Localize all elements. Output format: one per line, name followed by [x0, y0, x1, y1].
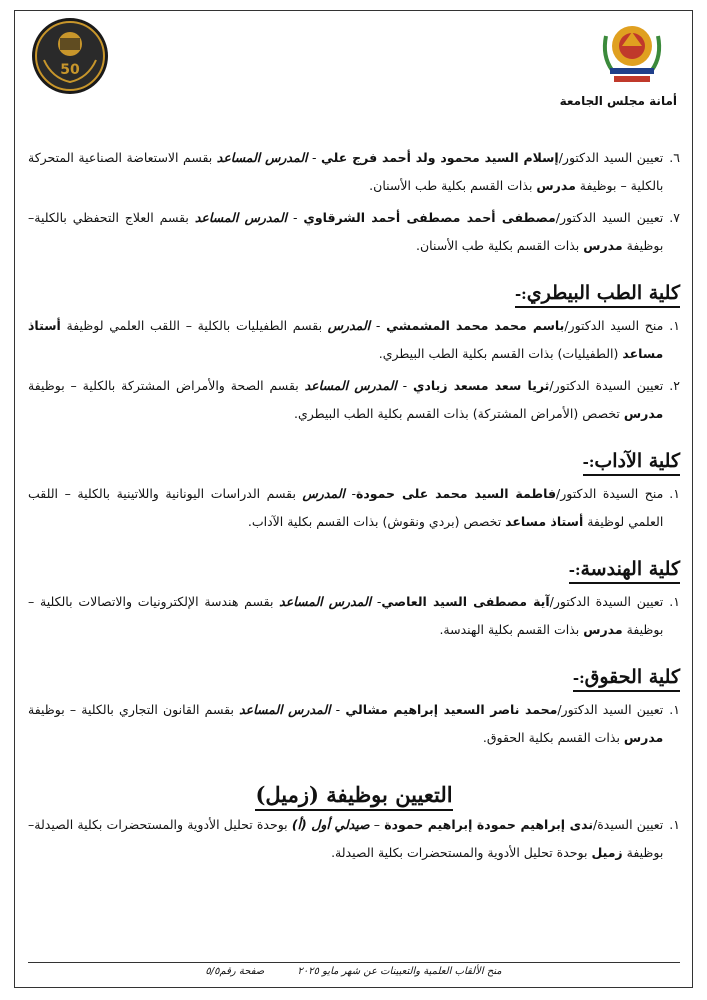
footer-divider [28, 962, 680, 963]
item-tail: تخصص (بردي ونقوش) بذات القسم بكلية الآداب. [247, 514, 506, 529]
faculty-section [28, 666, 680, 752]
mansoura-university-logo-icon [598, 16, 666, 88]
section-title-text: كلية الآداب [594, 450, 680, 472]
current-role: المدرس المساعد [279, 594, 372, 609]
council-label: أمانة مجلس الجامعة [559, 94, 677, 108]
item-separator: - [307, 150, 322, 165]
item-tail: تخصص (الأمراض المشتركة) بذات القسم بكلية الطب البيطري. [293, 406, 624, 421]
list-item [28, 312, 680, 368]
section-title-suffix: :- [572, 669, 585, 687]
item-tail: بوحدة تحليل الأدوية والمستحضرات بكلية الصيدلة. [331, 845, 592, 860]
item-text [28, 372, 663, 428]
item-number: ٢. [669, 378, 680, 393]
section-title-suffix: :- [568, 561, 581, 579]
list-item [28, 588, 680, 644]
list-item [28, 372, 680, 428]
section-title [573, 666, 680, 692]
current-role: المدرس [302, 486, 345, 501]
item-text [28, 696, 663, 752]
new-position: مدرس [536, 178, 576, 193]
person-name: باسم محمد محمد المشمشي [386, 318, 565, 333]
item-number: ١. [669, 486, 680, 501]
section-title-suffix: :- [582, 453, 595, 471]
person-name: إسلام السيد محمود ولد أحمد فرج علي [321, 150, 559, 165]
item-number: ١. [669, 318, 680, 333]
section-title [515, 282, 680, 308]
item-number: ١. [669, 594, 680, 609]
item-text [28, 204, 663, 260]
item-prefix: تعيين السيد الدكتور/ [555, 210, 664, 225]
item-tail: بذات القسم بكلية الهندسة. [439, 622, 584, 637]
item-text [28, 312, 663, 368]
person-name: مصطفى أحمد مصطفى أحمد الشرقاوي [303, 210, 556, 225]
item-number: ٦. [669, 150, 680, 165]
item-department: بقسم الصحة والأمراض المشتركة بالكلية – بوظيفة [28, 378, 305, 393]
item-department: بقسم هندسة الإلكترونيات والاتصالات بالكلية – بوظيفة [28, 594, 664, 637]
item-prefix: تعيين السيدة الدكتور/ [549, 594, 664, 609]
footer-text: منح الألقاب العلمية والتعيينات عن شهر مايو ٢٠٢٥ [297, 966, 502, 977]
list-item [28, 811, 680, 867]
new-position: مدرس [623, 730, 664, 745]
person-name: محمد ناصر السعيد إبراهيم مشالي [345, 702, 558, 717]
fellow-title-wrap [28, 782, 680, 807]
page-footer [0, 966, 707, 977]
svg-text:50: 50 [60, 62, 80, 78]
list-item [28, 144, 680, 200]
item-prefix: تعيين السيدة/ [593, 817, 664, 832]
golden-jubilee-logo-icon [30, 16, 110, 96]
item-department: بوحدة تحليل الأدوية والمستحضرات بكلية الصيدلة– بوظيفة [28, 817, 664, 860]
section-title-text: كلية الطب البيطري [526, 282, 680, 304]
person-name: فاطمة السيد محمد على حمودة [355, 486, 557, 501]
item-text [28, 144, 663, 200]
person-name: آية مصطفى السيد العاصي [381, 594, 550, 609]
item-tail: (الطفيليات) بذات القسم بكلية الطب البيطري. [378, 346, 623, 361]
item-prefix: تعيين السيد الدكتور/ [558, 150, 664, 165]
item-tail: بذات القسم بكلية طب الأسنان. [415, 238, 584, 253]
fellow-items [28, 811, 680, 867]
section-title [569, 558, 680, 584]
faculty-section [28, 450, 680, 536]
item-separator: – [369, 817, 385, 832]
item-department: بقسم الطفيليات بالكلية – اللقب العلمي لوظيفة [60, 318, 328, 333]
item-department: بقسم العلاج التحفظي بالكلية– بوظيفة [28, 210, 664, 253]
item-text [28, 480, 663, 536]
page-number: صفحة رقم٥/٥ [205, 966, 265, 977]
current-role: المدرس المساعد [304, 378, 397, 393]
document-body [28, 140, 680, 867]
new-position: مدرس [623, 406, 664, 421]
item-separator: - [287, 210, 304, 225]
section-title [583, 450, 680, 476]
current-role: المدرس المساعد [239, 702, 331, 717]
item-department: بقسم الدراسات اليونانية واللاتينية بالكلية – اللقب العلمي لوظيفة [28, 486, 664, 529]
item-department: بقسم الاستعاضة الصناعية المتحركة بالكلية – بوظيفة [28, 150, 664, 193]
current-role: صيدلي أول (أ) [291, 817, 370, 832]
fellow-section-title: التعيين بوظيفة (زميل) [255, 782, 452, 811]
item-tail: بذات القسم بكلية الحقوق. [482, 730, 624, 745]
list-item [28, 696, 680, 752]
current-role: المدرس المساعد [216, 150, 308, 165]
faculty-section [28, 282, 680, 428]
page-header [0, 0, 707, 120]
new-position: زميل [591, 845, 623, 860]
faculty-sections [28, 282, 680, 752]
item-department: بقسم القانون التجاري بالكلية – بوظيفة [28, 702, 240, 717]
item-separator: - [396, 378, 413, 393]
item-prefix: تعيين السيدة الدكتور/ [549, 378, 664, 393]
item-separator: - [371, 594, 382, 609]
faculty-section [28, 558, 680, 644]
item-number: ٧. [669, 210, 680, 225]
section-title-text: كلية الهندسة [580, 558, 680, 580]
new-position: مدرس [583, 238, 623, 253]
new-position: مدرس [583, 622, 623, 637]
new-position: أستاذ مساعد [505, 514, 584, 529]
item-prefix: تعيين السيد الدكتور/ [557, 702, 664, 717]
item-text [28, 811, 663, 867]
item-separator: - [344, 486, 356, 501]
intro-items [28, 144, 680, 260]
current-role: المدرس [327, 318, 371, 333]
current-role: المدرس المساعد [194, 210, 288, 225]
list-item [28, 480, 680, 536]
person-name: ندى إبراهيم حمودة إبراهيم حمودة [384, 817, 594, 832]
person-name: ثريا سعد مسعد زبادي [413, 378, 550, 393]
section-title-suffix: :- [514, 285, 527, 303]
item-separator: - [330, 702, 346, 717]
list-item [28, 204, 680, 260]
item-prefix: منح السيدة الدكتور/ [556, 486, 664, 501]
item-number: ١. [669, 702, 680, 717]
item-separator: - [370, 318, 387, 333]
item-number: ١. [669, 817, 680, 832]
section-title-text: كلية الحقوق [584, 666, 680, 688]
new-position: أستاذ مساعد [28, 318, 664, 361]
item-prefix: منح السيد الدكتور/ [564, 318, 664, 333]
item-tail: بذات القسم بكلية طب الأسنان. [369, 178, 537, 193]
item-text [28, 588, 663, 644]
